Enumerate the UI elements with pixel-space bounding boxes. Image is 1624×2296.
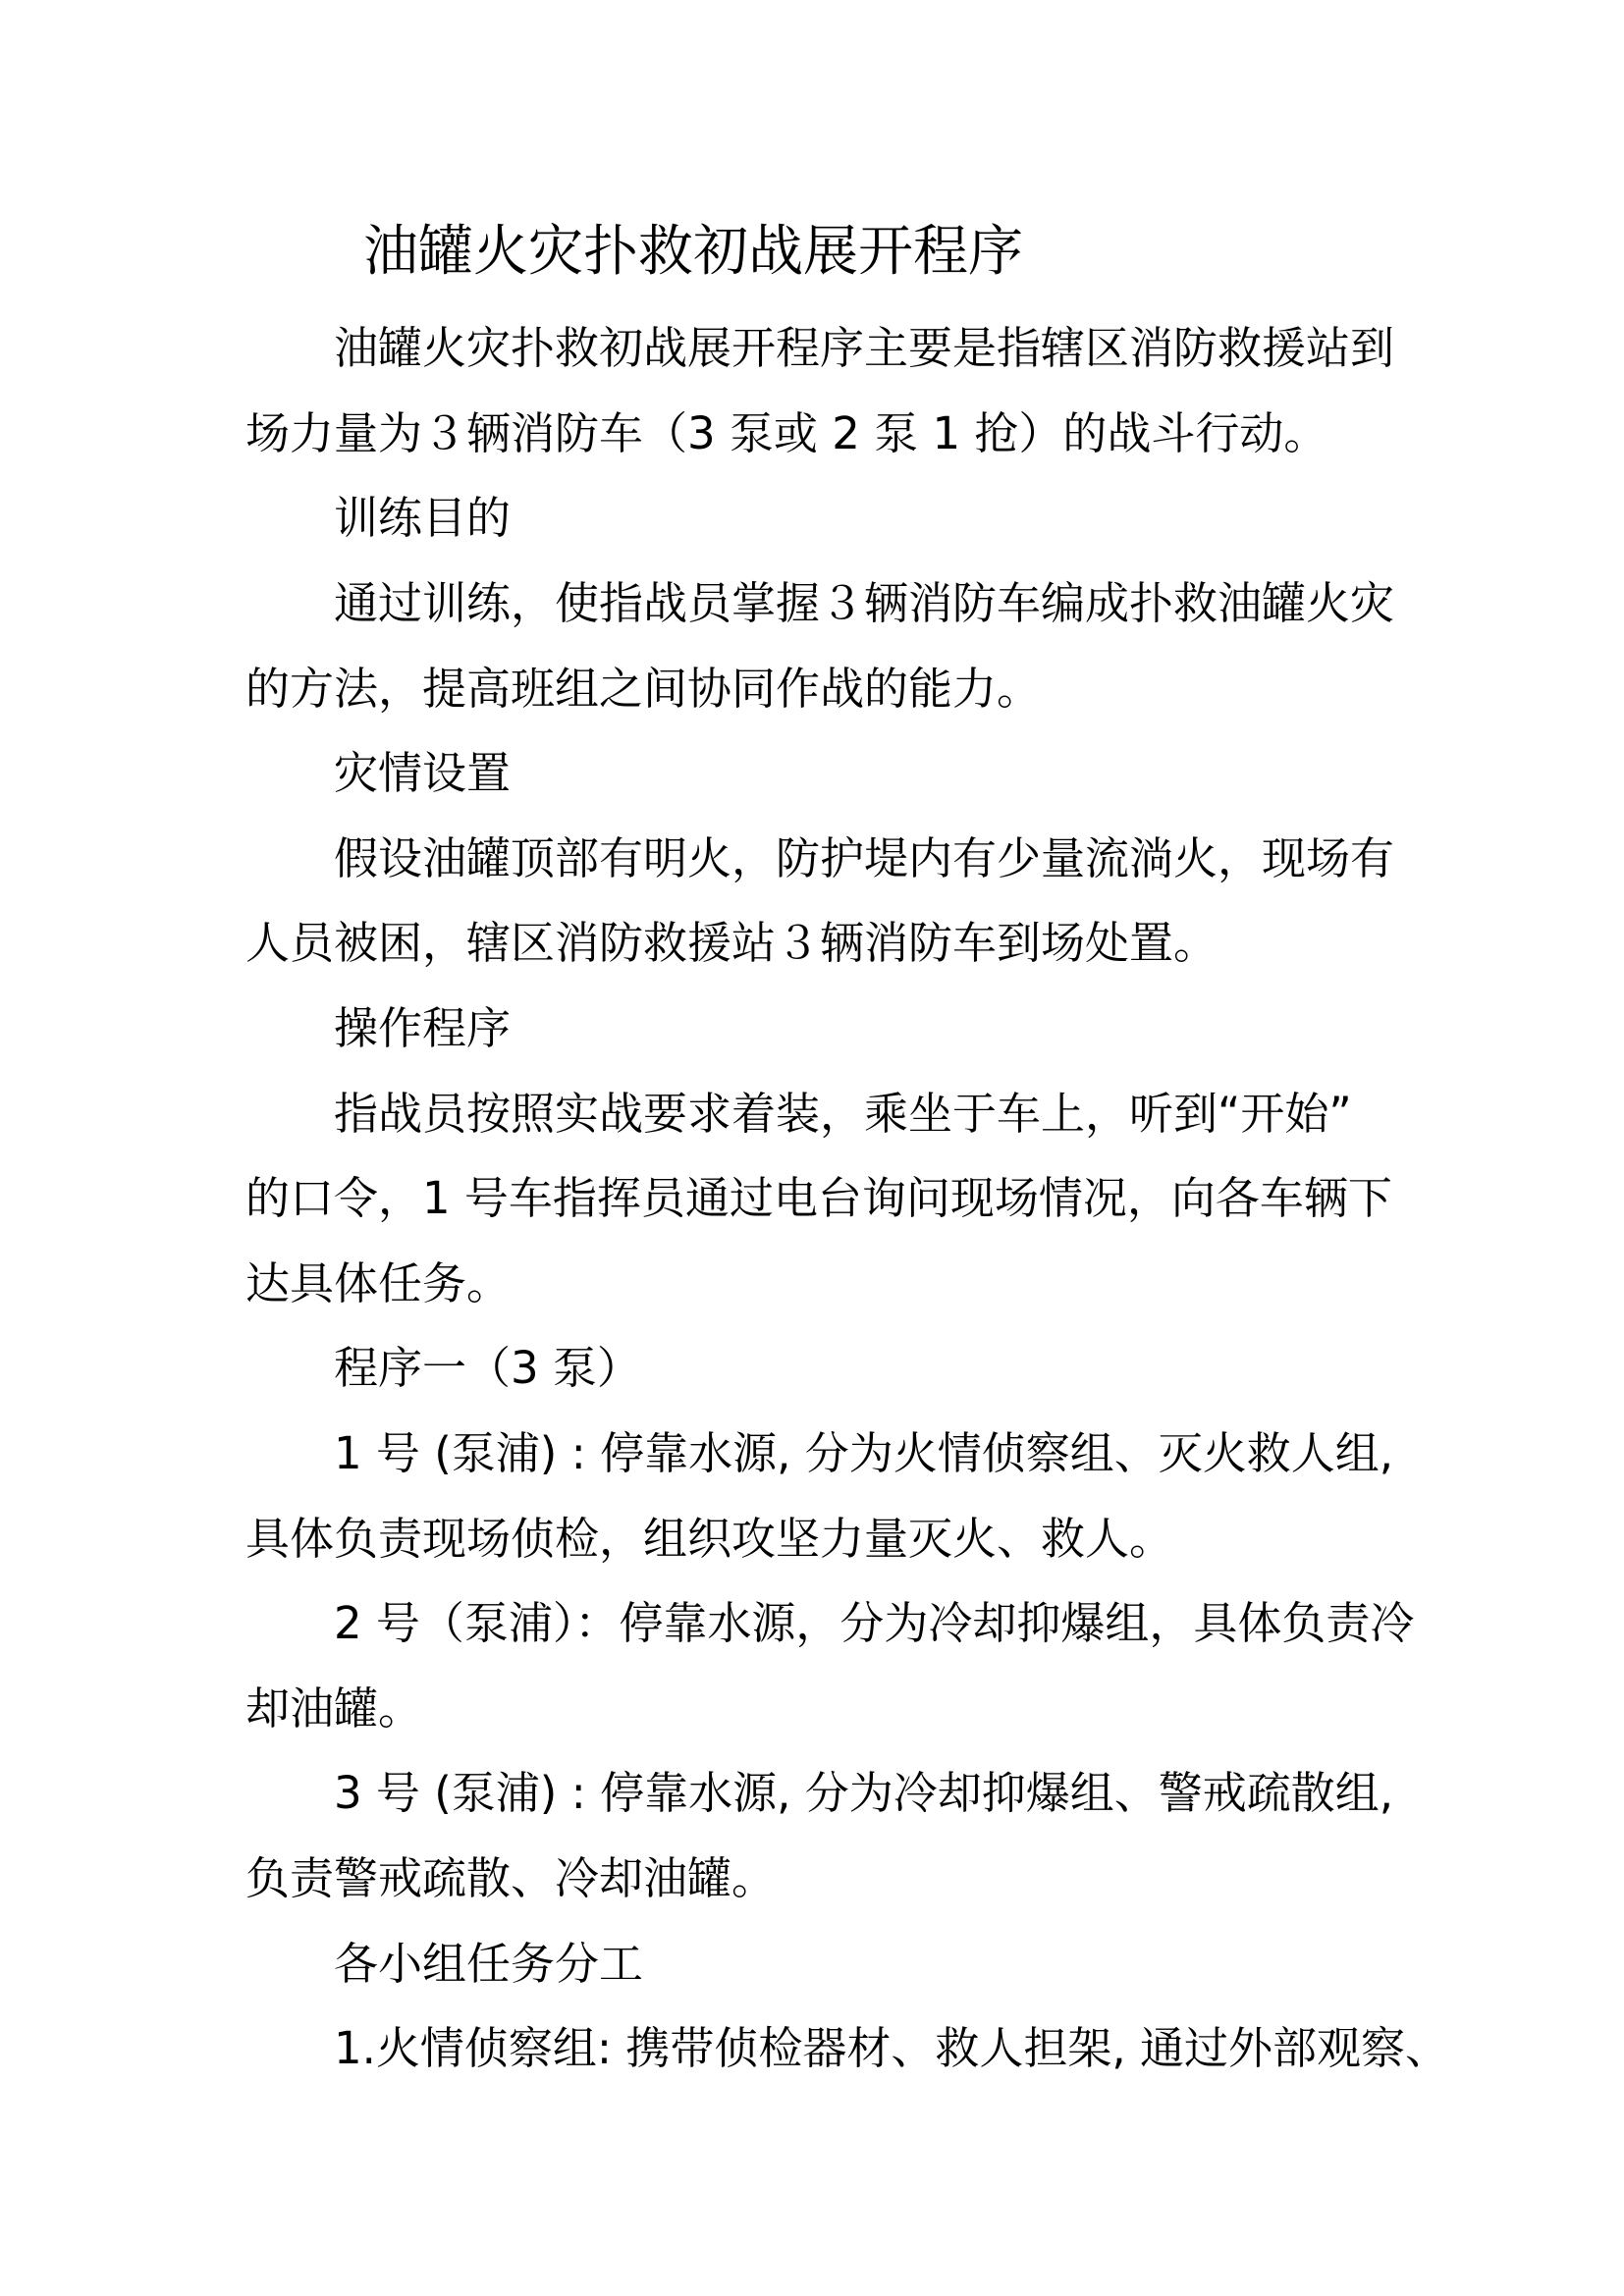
paragraph-line: 油罐火灾扑救初战展开程序主要是指辖区消防救援站到 [334,322,1395,374]
section-heading: 训练目的 [334,492,512,544]
section-heading: 操作程序 [334,1002,512,1054]
paragraph-line: 1.火情侦察组: 携带侦检器材、救人担架, 通过外部观察、 [334,2022,1450,2074]
paragraph-line: 人员被困，辖区消防救援站３辆消防车到场处置。 [245,917,1218,969]
section-heading: 各小组任务分工 [334,1938,644,1990]
paragraph-line: 3 号 (泵浦) : 停靠水源, 分为冷却抑爆组、警戒疏散组, [334,1767,1394,1819]
paragraph-line: 负责警戒疏散、冷却油罐。 [245,1852,777,1904]
paragraph-line: 却油罐。 [245,1682,423,1735]
paragraph-line: 场力量为３辆消防车（3 泵或 2 泵 1 抢）的战斗行动。 [245,407,1328,459]
paragraph-line: 的方法，提高班组之间协同作战的能力。 [245,663,1042,715]
section-heading: 灾情设置 [334,747,512,799]
paragraph-line: 通过训练，使指战员掌握３辆消防车编成扑救油罐火灾 [334,577,1395,629]
paragraph-line: 的口令，1 号车指挥员通过电台询问现场情况，向各车辆下 [245,1172,1392,1224]
paragraph-line: 指战员按照实战要求着装，乘坐于车上，听到“开始” [334,1088,1352,1140]
section-heading: 程序一（3 泵） [334,1342,641,1394]
paragraph-line: 1 号 (泵浦) : 停靠水源, 分为火情侦察组、灭火救人组, [334,1427,1394,1479]
paragraph-line: 具体负责现场侦检，组织攻坚力量灭火、救人。 [245,1513,1174,1565]
page-title: 油罐火灾扑救初战展开程序 [363,220,1023,284]
paragraph-line: 达具体任务。 [245,1257,512,1309]
paragraph-line: 假设油罐顶部有明火，防护堤内有少量流淌火，现场有 [334,832,1395,884]
paragraph-line: 2 号（泵浦）：停靠水源，分为冷却抑爆组，具体负责冷 [334,1597,1415,1649]
